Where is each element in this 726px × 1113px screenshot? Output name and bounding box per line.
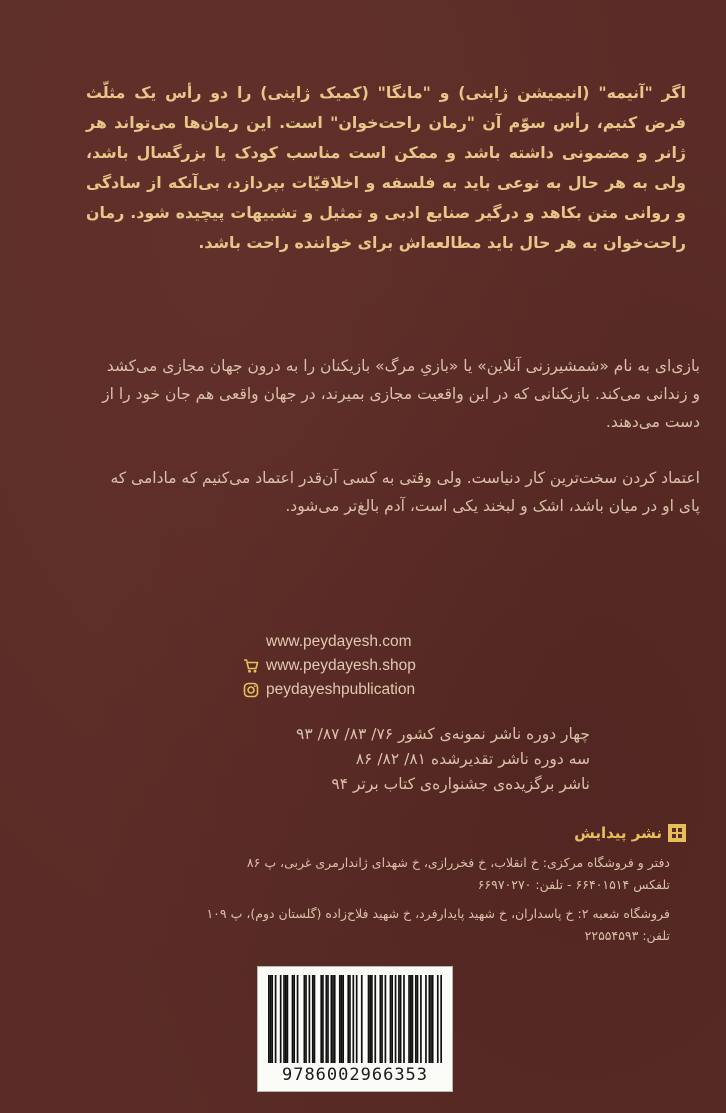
award-line: سه دوره ناشر تقدیرشده ۸۱/ ۸۲/ ۸۶ — [355, 750, 590, 768]
website-link[interactable]: www.peydayesh.com — [266, 633, 412, 650]
shop-link[interactable]: www.peydayesh.shop — [266, 657, 416, 674]
website-row[interactable] — [243, 630, 473, 654]
address-line: دفتر و فروشگاه مرکزی: خ انقلاب، خ فخررازی، خ شهدای ژاندارمری غربی، پ ۸۶ — [246, 855, 670, 870]
synopsis-paragraph-1: بازی‌ای به نام «شمشیرزنی آنلاین» یا «بازیِ مرگ» بازیکنان را به درون جهان مجازی می‌کشد و زندانی می‌کند. بازیکنانی که در این واقعیت مجازی بمیرند، در جهان واقعی هم جان خود را از دست می‌دهند. — [102, 357, 700, 431]
award-line: چهار دوره ناشر نمونه‌ی کشور ۷۶/ ۸۳/ ۸۷/ ۹۳ — [296, 725, 590, 743]
isbn-barcode — [257, 966, 453, 1092]
synopsis — [100, 352, 700, 520]
barcode-bars — [268, 975, 442, 1063]
shop-row[interactable] — [243, 654, 473, 678]
award-line: ناشر برگزیده‌ی جشنواره‌ی کتاب برتر ۹۴ — [331, 775, 590, 793]
publisher-brand — [574, 824, 686, 842]
publisher-name: نشر پیدایش — [574, 824, 662, 842]
synopsis-paragraph-2: اعتماد کردن سخت‌ترین کار دنیاست. ولی وقتی به کسی آن‌قدر اعتماد می‌کنیم که مادامی که پای او در میان باشد، اشک و لبخند یکی است، آدم بالغ‌تر می‌شود. — [110, 469, 700, 515]
instagram-row[interactable] — [243, 678, 473, 702]
phone-line: تلفکس ۶۶۴۰۱۵۱۴ - تلفن: ۶۶۹۷۰۲۷۰ — [477, 876, 670, 892]
publisher-links — [243, 630, 473, 702]
instagram-icon — [243, 682, 259, 698]
shopping-cart-icon — [243, 658, 259, 674]
phone-line: تلفن: ۲۲۵۵۴۵۹۳ — [584, 927, 670, 943]
publisher-awards — [170, 722, 590, 797]
instagram-handle[interactable]: peydayeshpublication — [266, 681, 416, 698]
light-novel-blurb: اگر "آنیمه" (انیمیشن ژاپنی) و "مانگا" (کمیک ژاپنی) را دو رأس یک مثلّث فرض کنیم، رأس سوّم آن "رمان راحت‌خوان" است. این رمان‌ها می‌تواند هر ژانر و مضمونی داشته باشد و ممکن است مناسب کودک یا بزرگسال باشد، ولی به هر حال به نوعی باید به فلسفه و اخلاقیّات بپردازد، بی‌آنکه از سادگی و روانی متن بکاهد و درگیر صنایع ادبی و تمثیل و تشبیهات پیچیده شود. رمان راحت‌خوان به هر حال باید مطالعه‌اش برای خواننده راحت باشد. — [86, 83, 686, 252]
publisher-logo-icon — [668, 824, 686, 842]
store-addresses — [50, 852, 670, 946]
isbn-number: 9786002966353 — [281, 1065, 429, 1085]
address-line: فروشگاه شعبه ۲: خ پاسداران، خ شهید پایدارفرد، خ شهید فلاح‌زاده (گلستان دوم)، پ ۱۰۹ — [206, 906, 670, 921]
